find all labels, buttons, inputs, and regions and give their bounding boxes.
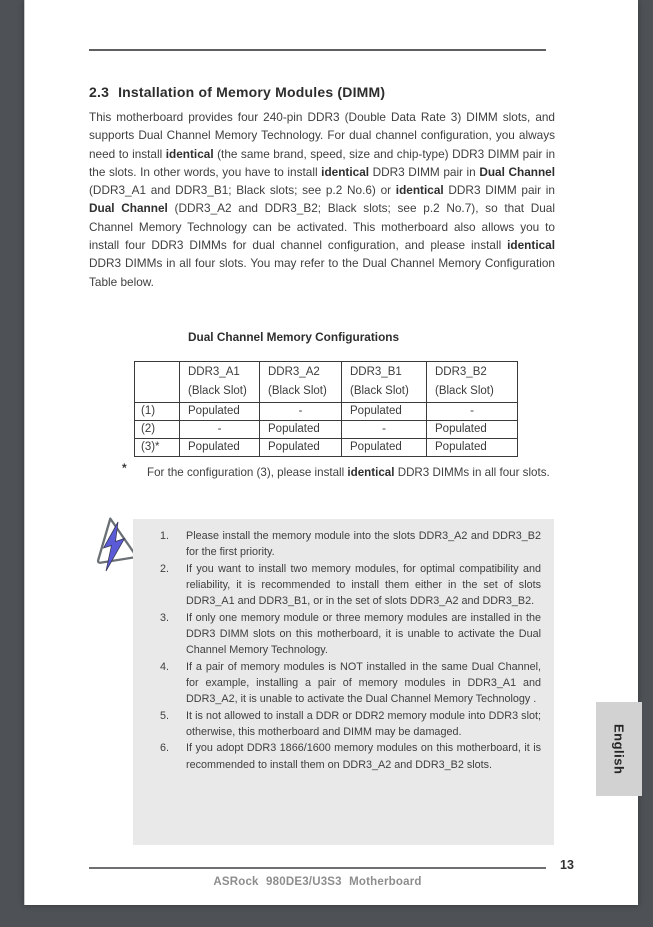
bold-text-run: Dual Channel — [89, 201, 168, 216]
column-header — [427, 362, 518, 403]
bold-text-run: Dual Channel — [479, 164, 556, 179]
column-header-line: (Black Slot) — [435, 384, 494, 397]
note-text: If a pair of memory modules is NOT installed in the same Dual Channel, for example, installing a pair of memory modules in DDR3_A1 and DDR3_A2, it is unable to activate the Dual Channel Memory Technology . — [186, 660, 541, 706]
table-cell: - — [180, 421, 260, 439]
note-number: 2. — [160, 562, 170, 575]
column-header-line: (Black Slot) — [350, 384, 409, 397]
bold-text-run: identical — [507, 238, 555, 253]
note-number: 4. — [160, 660, 170, 673]
table-cell: - — [342, 421, 427, 439]
table-corner-cell — [135, 362, 180, 403]
intro-paragraph — [89, 108, 555, 291]
row-label: (3)* — [135, 439, 180, 457]
column-header-line: DDR3_A2 — [268, 366, 320, 378]
document-page — [24, 0, 638, 905]
language-tab-label: English — [611, 723, 627, 775]
table-title: Dual Channel Memory Configurations — [188, 330, 400, 344]
table-row — [135, 439, 518, 457]
row-label: (1) — [135, 403, 180, 421]
text-run: For the configuration (3), please install — [147, 466, 348, 479]
table-cell: Populated — [427, 421, 518, 439]
text-run: DDR3 DIMMs in all four slots. You may refer to the Dual Channel Memory Configuration Table below. — [89, 256, 555, 289]
note-text: If you want to install two memory modules, for optimal compatibility and reliability, it is recommended to install them either in the set of slots DDR3_A1 and DDR3_B1, or in the set of slots DDR3_A2 and DDR3_B2. — [186, 562, 541, 608]
text-run: DDR3 DIMM pair in — [369, 164, 480, 179]
column-header — [342, 362, 427, 403]
page-number: 13 — [560, 858, 574, 872]
dual-channel-config-table — [134, 361, 518, 457]
table-row — [135, 421, 518, 439]
note-text: Please install the memory module into the slots DDR3_A2 and DDR3_B2 for the first priority. — [186, 530, 541, 559]
table-cell: - — [427, 403, 518, 421]
note-item — [160, 659, 541, 708]
column-header-line: DDR3_B2 — [435, 366, 487, 378]
column-header-line: (Black Slot) — [268, 384, 327, 397]
text-run: This motherboard provides four 240-pin DDR3 (Double Data Rate 3) DIMM slots, and supports Dual Channel Memory Technology. For dual channel configuration, you always need to install — [89, 110, 555, 161]
table-cell: Populated — [260, 439, 342, 457]
language-tab — [596, 702, 642, 796]
footer-rule — [89, 867, 546, 869]
note-number: 1. — [160, 530, 170, 542]
note-item — [160, 528, 541, 561]
note-text: If only one memory module or three memory modules are installed in the DDR3 DIMM slots on this motherboard, it is unable to activate the Dual Channel Memory Technology. — [186, 611, 541, 657]
note-number: 6. — [160, 742, 170, 755]
notes-box — [133, 519, 554, 845]
text-run: DDR3 DIMMs in all four slots. — [394, 466, 550, 479]
table-cell: Populated — [180, 439, 260, 457]
table-cell: Populated — [342, 439, 427, 457]
text-run: (DDR3_A2 and DDR3_B2; Black slots; see p.2 No.7), so that Dual Channel Memory Technology can be activated. This motherboard also allows you to install four DDR3 DIMMs for dual channel configuration, and please install — [89, 201, 555, 253]
bold-text-run: identical — [321, 164, 370, 179]
bold-text-run: identical — [395, 183, 444, 198]
note-text: It is not allowed to install a DDR or DDR2 memory module into DDR3 slot; otherwise, this motherboard and DIMM may be damaged. — [186, 709, 541, 739]
note-item — [160, 610, 541, 659]
warning-lightning-icon — [87, 512, 139, 578]
note-item — [160, 740, 541, 773]
note-number: 5. — [160, 709, 170, 722]
column-header-line: DDR3_B1 — [350, 366, 402, 378]
column-header-line: DDR3_A1 — [188, 366, 240, 378]
section-title: Installation of Memory Modules (DIMM) — [118, 84, 386, 100]
table-cell: - — [260, 403, 342, 421]
row-label: (2) — [135, 421, 180, 439]
text-run: DDR3 DIMM pair in — [443, 183, 555, 198]
column-header-line: (Black Slot) — [188, 384, 247, 397]
table-cell: Populated — [180, 403, 260, 421]
column-header — [260, 362, 342, 403]
footer-doc-title: ASRock 980DE3/U3S3 Motherboard — [213, 876, 422, 888]
table-row — [135, 403, 518, 421]
table-cell: Populated — [260, 421, 342, 439]
header-rule — [89, 49, 546, 51]
column-header — [180, 362, 260, 403]
text-run: (DDR3_A1 and DDR3_B1; Black slots; see p.2 No.6) or — [89, 183, 396, 198]
text-run: (the same brand, speed, size and chip-type) DDR3 DIMM pair in the slots. In other words, you have to install — [89, 146, 556, 179]
section-heading — [89, 84, 385, 100]
note-text: If you adopt DDR3 1866/1600 memory modules on this motherboard, it is recommended to install them on DDR3_A2 and DDR3_B2 slots. — [186, 742, 541, 771]
table-cell: Populated — [427, 439, 518, 457]
note-number: 3. — [160, 611, 170, 624]
footnote-marker: * — [122, 461, 127, 475]
section-number: 2.3 — [89, 84, 110, 100]
table-footnote — [147, 459, 551, 487]
note-item — [160, 561, 541, 610]
note-item — [160, 708, 541, 741]
bold-text-run: identical — [347, 466, 395, 479]
table-cell: Populated — [342, 403, 427, 421]
bold-text-run: identical — [165, 146, 214, 161]
